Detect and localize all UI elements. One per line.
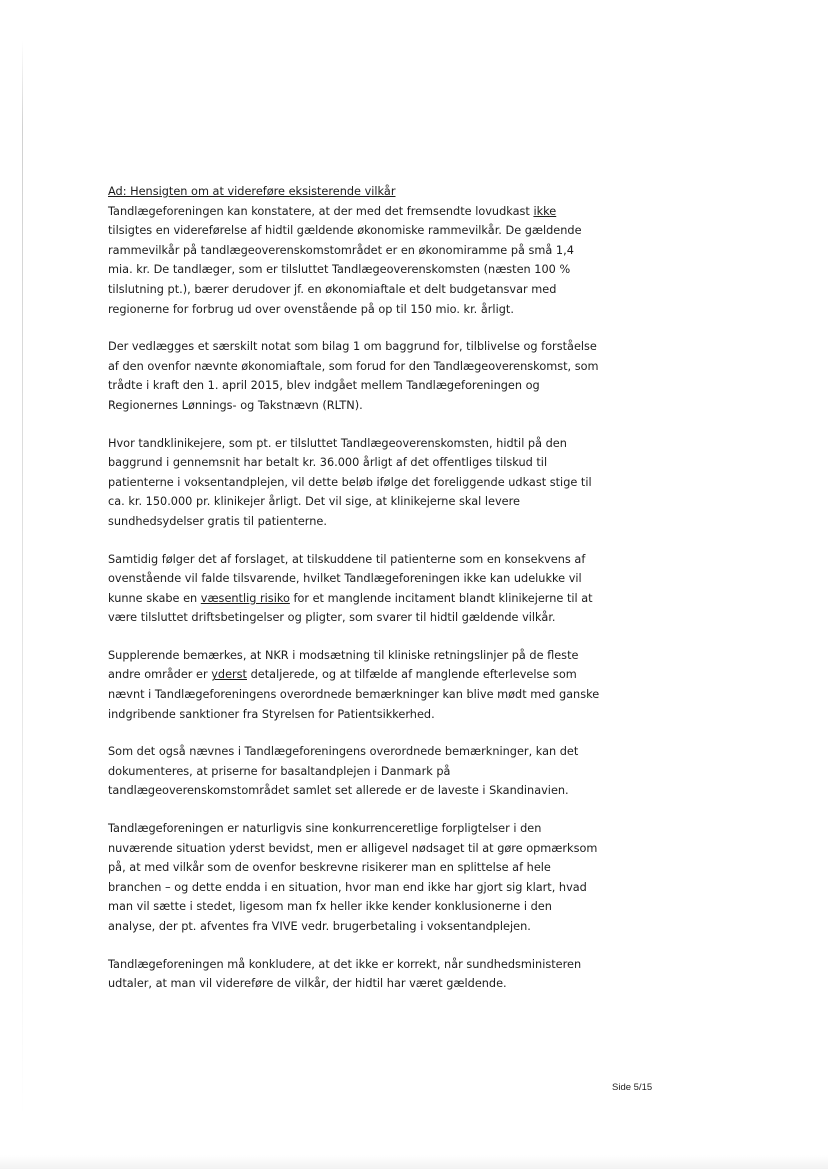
paragraph-4-text-a: Samtidig følger det af forslaget, at tilskuddene til patienterne som en konsekvens af ovenstående vil falde tilsvarende, hvilket Tandlægeforeningen ikke kan udelukke vil kunne skabe en bbox=[108, 552, 586, 605]
paragraph-4 bbox=[108, 550, 600, 628]
paragraph-5-text-a: Supplerende bemærkes, at NKR i modsætning til kliniske retningslinjer på de fleste andre områder er bbox=[108, 648, 579, 682]
page-number: Side 5/15 bbox=[612, 1082, 653, 1093]
paragraph-1-text-a: Tandlægeforeningen kan konstatere, at der med det fremsendte lovudkast bbox=[108, 204, 534, 218]
emphasis-ikke: ikke bbox=[533, 204, 557, 218]
paragraph-8: Tandlægeforeningen må konkludere, at det ikke er korrekt, når sundhedsministeren udtaler, at man vil videreføre de vilkår, der hidtil har været gældende. bbox=[108, 957, 582, 991]
paragraph-2: Der vedlægges et særskilt notat som bilag 1 om baggrund for, tilblivelse og forståelse af den ovenfor nævnte økonomiaftale, som forud for den Tandlægeoverenskomst, som trådte i kraft den 1. april 2015, blev indgået mellem Tandlægeforeningen og Regionernes Lønnings- og Takstnævn (RLTN). bbox=[108, 340, 599, 412]
emphasis-yderst: yderst bbox=[211, 668, 247, 682]
section-heading: Ad: Hensigten om at videreføre eksisterende vilkår bbox=[108, 185, 396, 198]
paragraph-6: Som det også nævnes i Tandlægeforeningens overordnede bemærkninger, kan det dokumenteres, at priserne for basaltandplejen i Danmark på tandlægeoverenskomstområdet samlet set allerede er de laveste i Skandinavien. bbox=[108, 745, 579, 798]
document-body bbox=[108, 182, 600, 1012]
paragraph-5-text-b: detaljerede, og at tilfælde af manglende efterlevelse som nævnt i Tandlægeforeningens overordnede bemærkninger kan blive mødt med ganske indgribende sanktioner fra Styrelsen for Patientsikkerhed. bbox=[108, 668, 600, 721]
paragraph-3: Hvor tandklinikejere, som pt. er tilsluttet Tandlægeoverenskomsten, hidtil på den baggrund i gennemsnit har betalt kr. 36.000 årligt af det offentliges tilskud til patienterne i voksentandplejen, vil dette beløb ifølge det foreliggende udkast stige til ca. kr. 150.000 pr. klinikejer årligt. Det vil sige, at klinikejerne skal levere sundhedsydelser gratis til patienterne. bbox=[108, 436, 592, 528]
paragraph-7: Tandlægeforeningen er naturligvis sine konkurrenceretlige forpligtelser i den nuværende situation yderst bevidst, men er alligevel nødsaget til at gøre opmærksom på, at med vilkår som de ovenfor beskrevne risikerer man en splittelse af hele branchen – og dette endda i en situation, hvor man end ikke har gjort sig klart, hvad man vil sætte i stedet, ligesom man fx heller ikke kender konklusionerne i den analyse, der pt. afventes fra VIVE vedr. brugerbetaling i voksentandplejen. bbox=[108, 822, 598, 933]
section-1 bbox=[108, 182, 600, 319]
scan-bottom-shadow bbox=[0, 1155, 828, 1169]
emphasis-vaesentlig-risiko: væsentlig risiko bbox=[200, 591, 290, 605]
paragraph-4-text-b: for et manglende incitament blandt klinikejerne til at være tilsluttet driftsbetingelser og pligter, som svarer til hidtil gældende vilkår. bbox=[108, 591, 593, 625]
scan-edge-shadow bbox=[22, 40, 23, 1120]
paragraph-5 bbox=[108, 646, 600, 724]
paragraph-1-text-b: tilsigtes en videreførelse af hidtil gældende økonomiske rammevilkår. De gældende rammevilkår på tandlægeoverenskomstområdet er en økonomiramme på små 1,4 mia. kr. De tandlæger, som er tilsluttet Tandlægeoverenskomsten (næsten 100 % tilslutning pt.), bærer derudover jf. en økonomiaftale et delt budgetansvar med regionerne for forbrug ud over ovenstående på op til 150 mio. kr. årligt. bbox=[108, 224, 582, 316]
